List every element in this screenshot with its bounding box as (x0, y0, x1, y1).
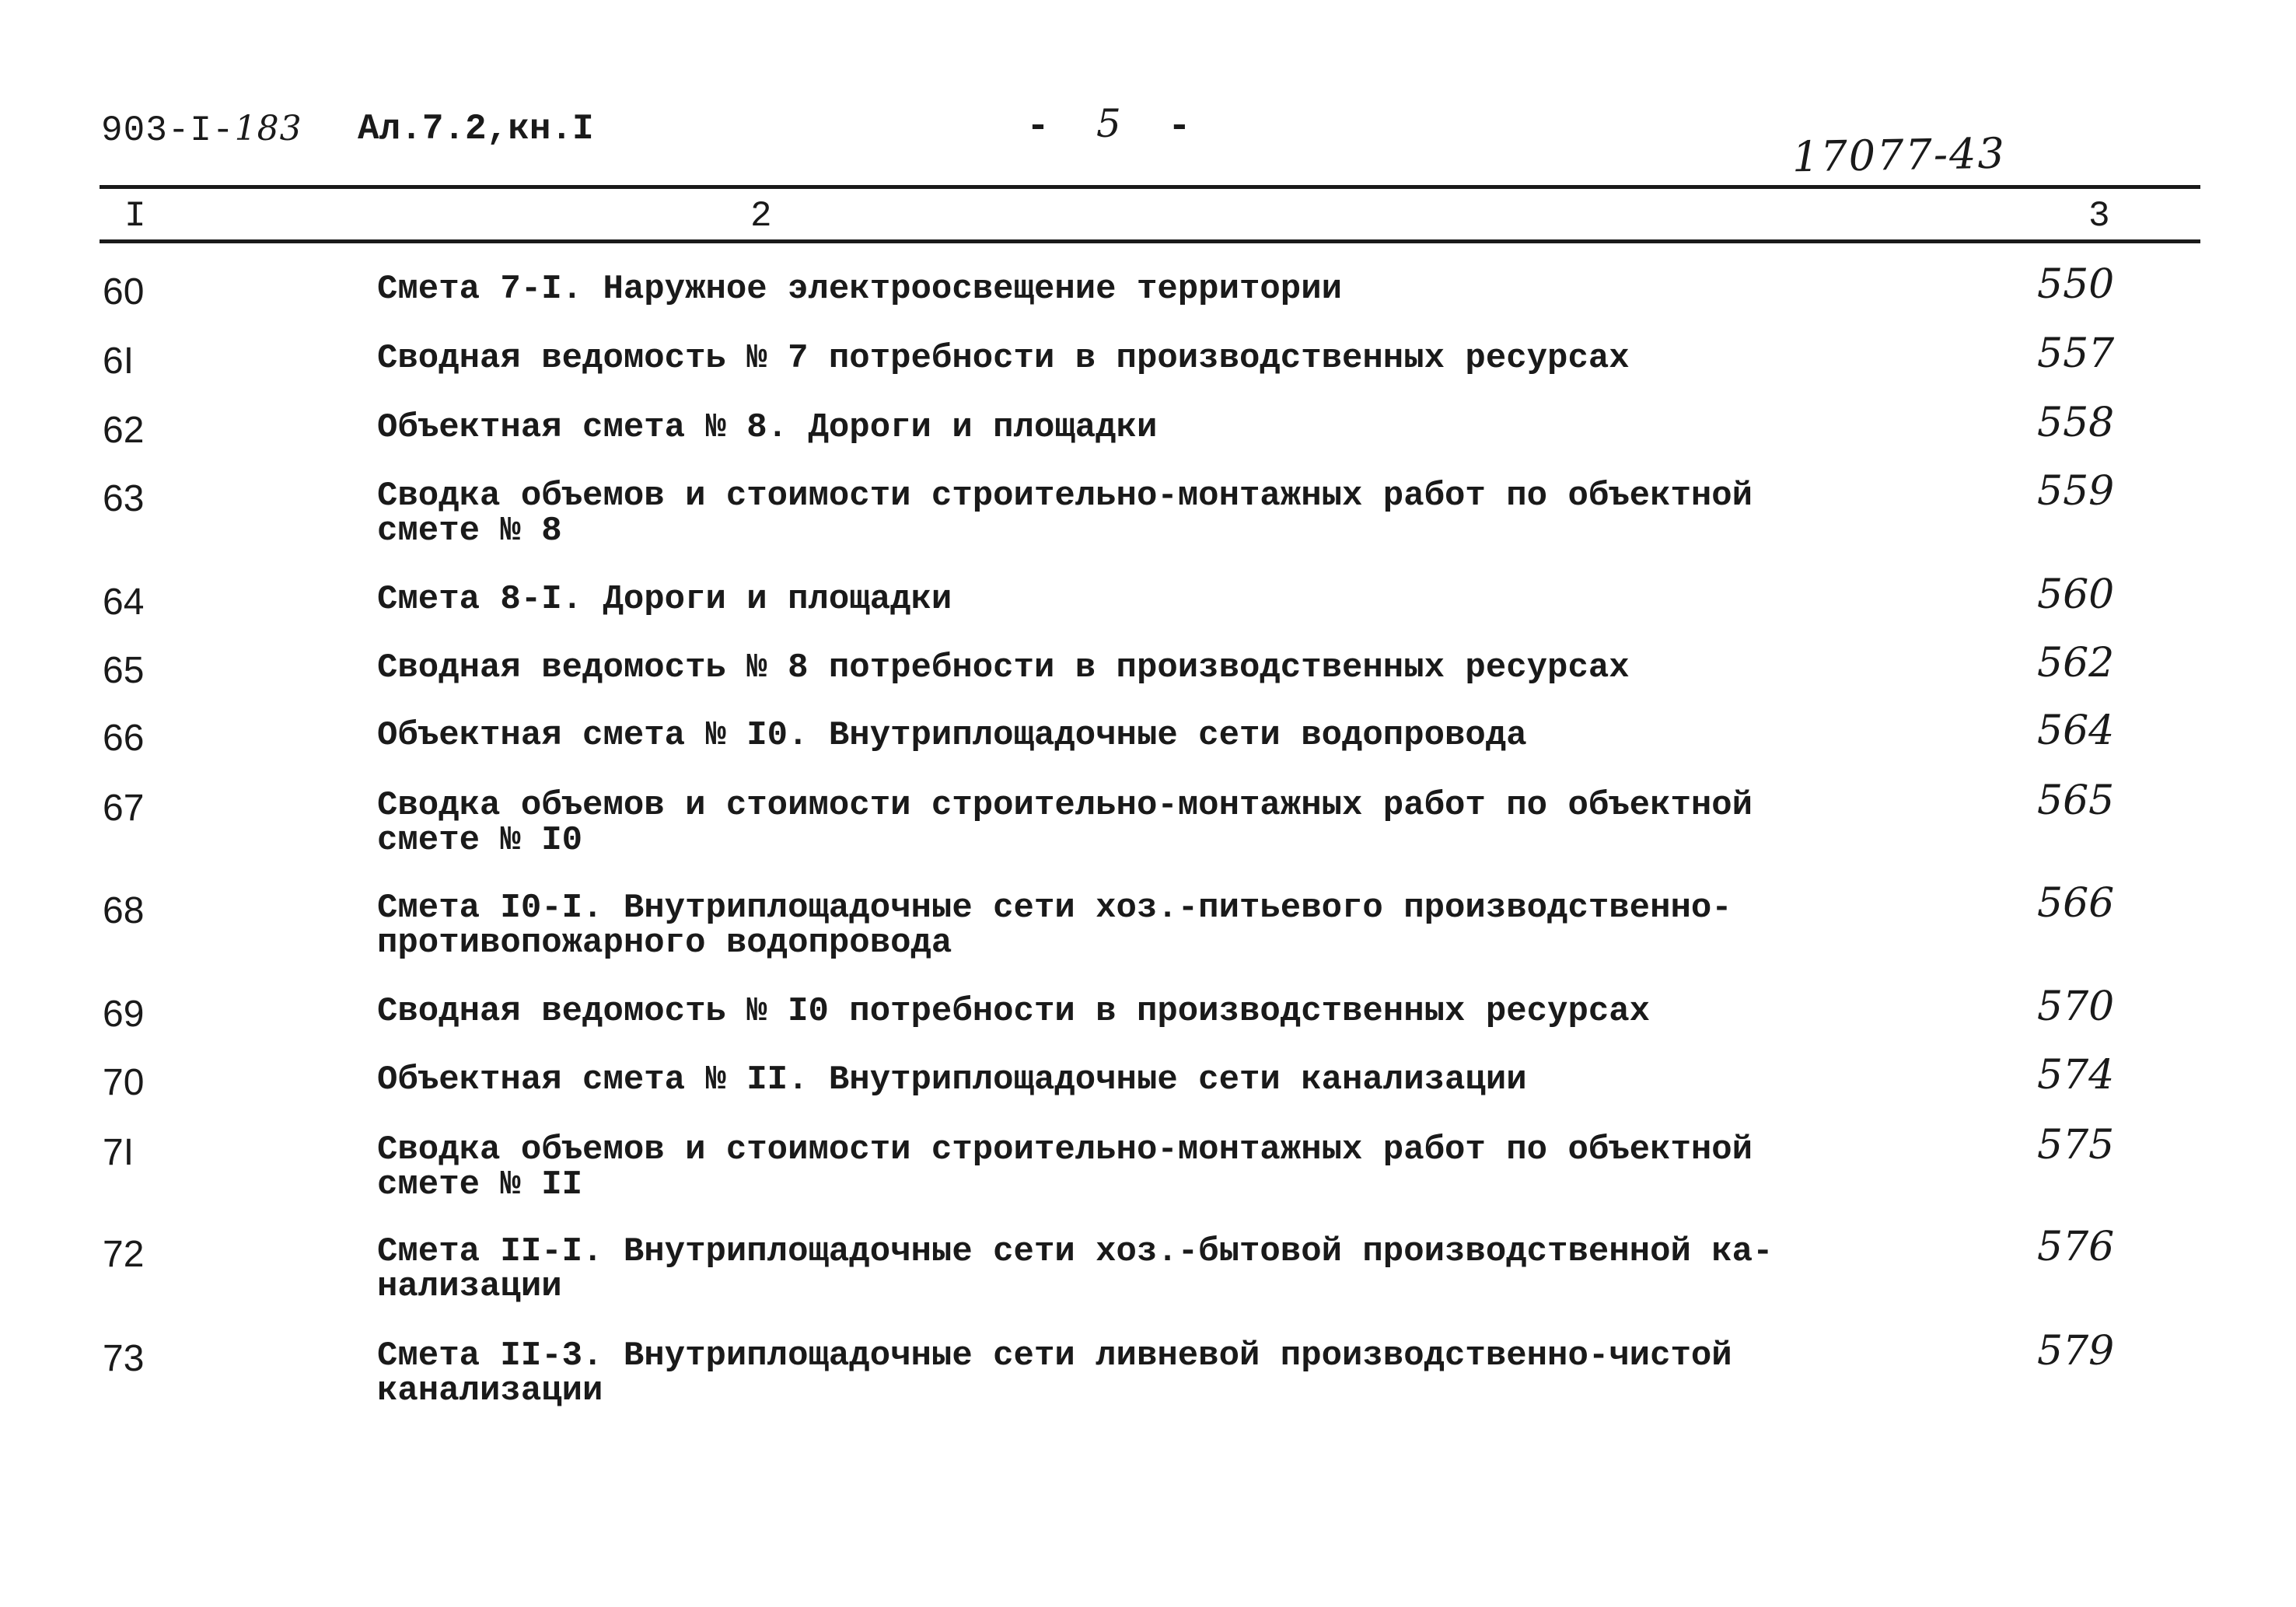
row-number: 6I (103, 341, 135, 382)
column-header-title: 2 (750, 196, 772, 236)
row-title: Сводная ведомость № 7 потребности в производственных ресурсах (377, 339, 1630, 378)
row-title: Сводная ведомость № 8 потребности в производственных ресурсах (377, 648, 1630, 687)
row-page: 579 (2037, 1328, 2115, 1375)
row-title: Сводка объемов и стоимости строительно-монтажных работ по объектной смете № 8 (377, 477, 1753, 550)
row-title: Сводка объемов и стоимости строительно-монтажных работ по объектной смете № II (377, 1130, 1753, 1204)
row-page: 562 (2037, 640, 2115, 686)
album-reference: Ал.7.2,кн.I (358, 109, 594, 149)
table-header-rule (100, 239, 2200, 243)
row-title: Объектная смета № 8. Дороги и площадки (377, 408, 1158, 447)
row-number: 63 (103, 478, 145, 519)
row-number: 62 (103, 410, 145, 451)
column-header-number: I (124, 196, 146, 236)
document-code-handwritten: 183 (234, 109, 302, 148)
row-number: 67 (103, 788, 145, 829)
page-number (1026, 101, 1191, 149)
row-title: Сводка объемов и стоимости строительно-монтажных работ по объектной смете № I0 (377, 786, 1753, 860)
row-number: 60 (103, 271, 145, 313)
row-page: 559 (2037, 468, 2115, 515)
row-title: Объектная смета № I0. Внутриплощадочные сети водопровода (377, 716, 1527, 755)
row-title: Сводная ведомость № I0 потребности в производственных ресурсах (377, 992, 1651, 1031)
row-number: 65 (103, 650, 145, 691)
row-number: 73 (103, 1338, 145, 1379)
row-title: Объектная смета № II. Внутриплощадочные сети канализации (377, 1060, 1527, 1099)
row-number: 68 (103, 890, 145, 931)
row-number: 7I (103, 1132, 135, 1173)
row-page: 550 (2037, 261, 2115, 308)
row-page: 570 (2037, 983, 2115, 1030)
row-page: 558 (2037, 400, 2115, 446)
row-page: 566 (2037, 880, 2115, 927)
row-page: 565 (2037, 777, 2115, 824)
archive-number: 17077-43 (1791, 128, 2007, 182)
row-title: Смета II-I. Внутриплощадочные сети хоз.-бытовой производственной ка- нализации (377, 1232, 1774, 1306)
document-code-prefix: 903-I- (101, 110, 235, 151)
document-code (101, 109, 302, 151)
row-page: 557 (2037, 330, 2115, 377)
row-number: 72 (103, 1234, 145, 1275)
row-page: 564 (2037, 707, 2115, 754)
column-header-page: 3 (2088, 196, 2110, 236)
row-title: Смета 7-I. Наружное электроосвещение территории (377, 270, 1343, 309)
row-page: 576 (2037, 1224, 2115, 1270)
row-page: 574 (2037, 1052, 2115, 1099)
row-number: 66 (103, 718, 145, 759)
row-title: Смета 8-I. Дороги и площадки (377, 580, 952, 619)
row-number: 69 (103, 994, 145, 1035)
row-page: 560 (2037, 571, 2115, 618)
page-number-value: 5 (1096, 101, 1121, 146)
page-dash-left: - (1026, 105, 1050, 149)
page-dash-right: - (1167, 105, 1191, 149)
row-number: 64 (103, 582, 145, 623)
row-title: Смета I0-I. Внутриплощадочные сети хоз.-питьевого производственно- противопожарного водопровода (377, 889, 1732, 962)
row-page: 575 (2037, 1122, 2115, 1169)
row-number: 70 (103, 1062, 145, 1103)
table-top-rule (100, 185, 2200, 189)
row-title: Смета II-3. Внутриплощадочные сети ливневой производственно-чистой канализации (377, 1336, 1732, 1410)
